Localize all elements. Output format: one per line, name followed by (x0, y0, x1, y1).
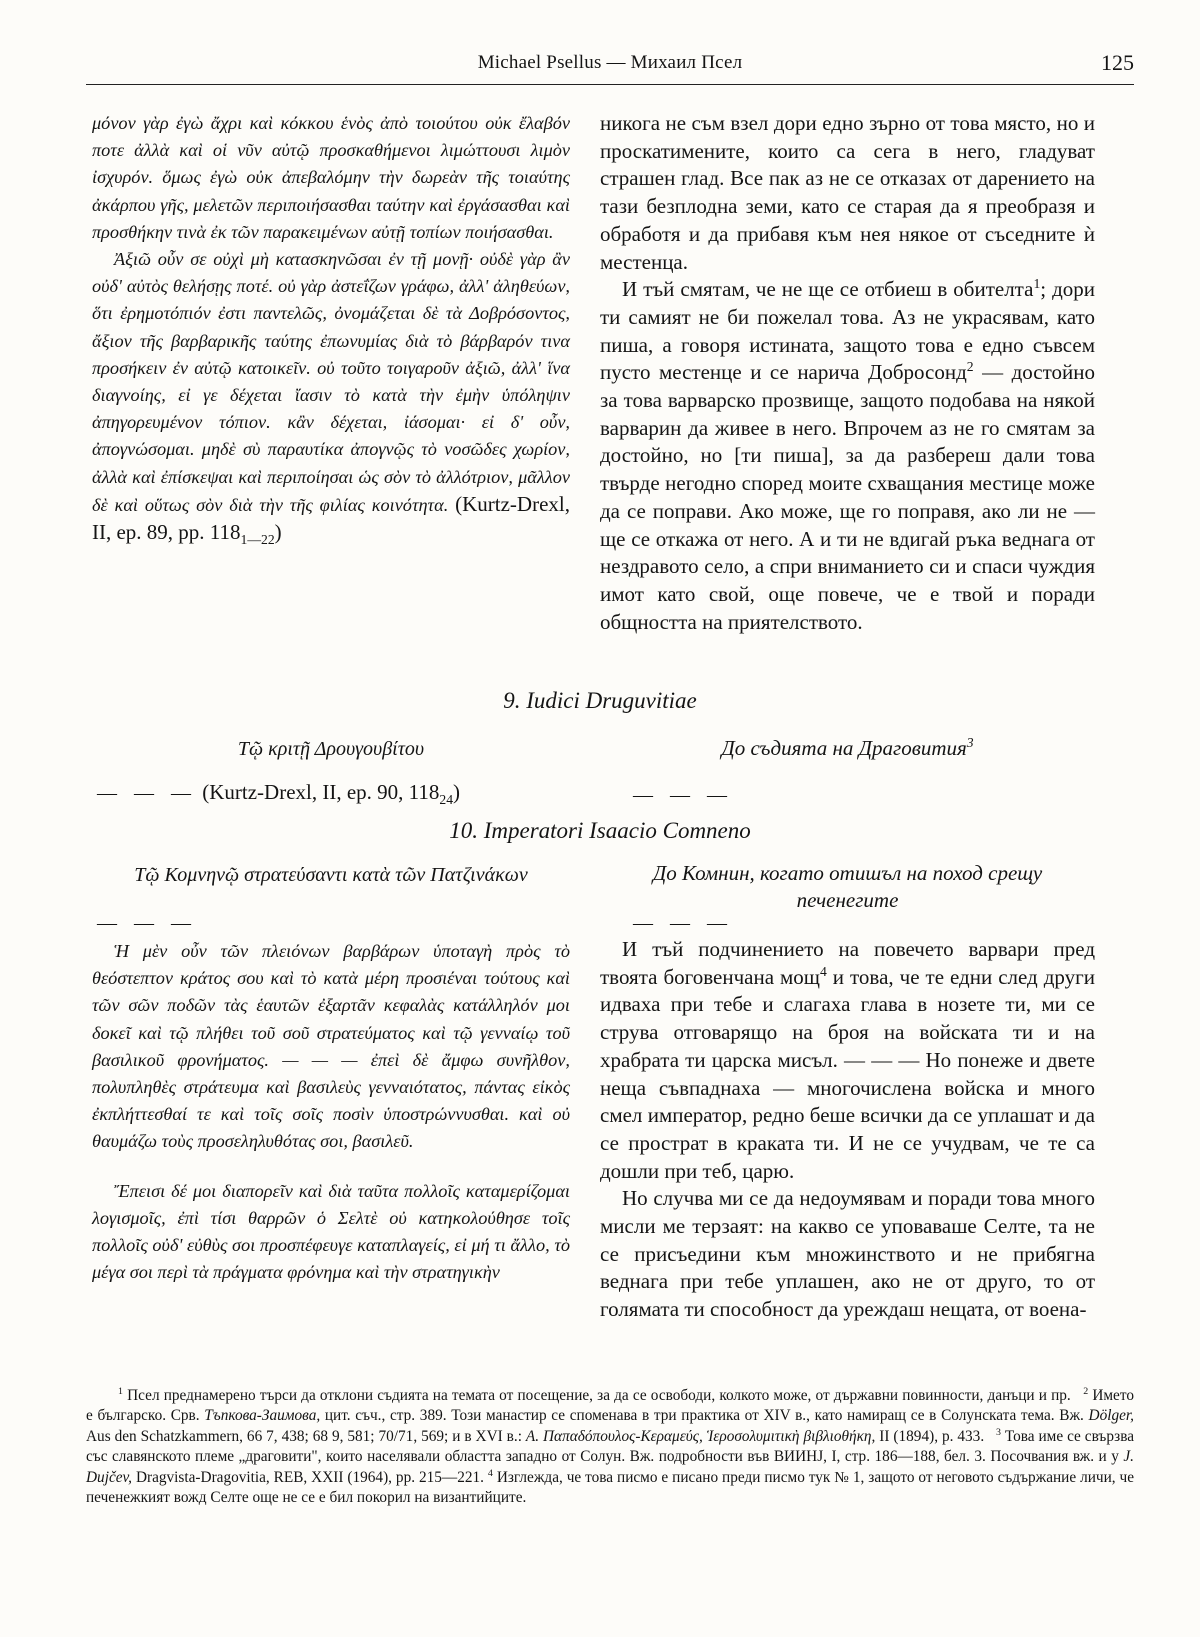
running-header (86, 50, 1134, 85)
bulgarian-paragraph: И тъй подчинението на повечето варвари пред твоята боговенчана мощ$^4$ и това, че те едни след други идваха при тебе и слагаха глава в нозете ти, ми се струва отговарящо на броя на войската ти и на храбрата ти царска мисъл. — — — Но понеже и двете неща съвпаднаха — многочислена войска и много смел император, редно беше всички да се уплашат и да се прострат в краката ти. И не се учудвам, че те са дошли при теб, царю. (600, 937, 1095, 1183)
footnote-ref: 4 (819, 963, 827, 979)
footnotes (86, 1386, 1134, 1508)
greek-omission-line: — — — (Kurtz-Drexl, II, ep. 90, $118_{24}$) (97, 780, 461, 808)
bulgarian-column-bottom (600, 936, 1095, 1324)
bulgarian-paragraph: И тъй смятам, че не ще се отбиеш в обителта$^1$; дори ти самият не би пожелал това. Аз не украсявам, като пиша, а говоря истината, защото това е едно съвсем пусто местенце и се нарича Добросонд$^2$ — достойно за това варварско прозвище, защото подобава на някой варварин да живее в него. Впрочем аз не го смятам за достойно, но [ти пиша], за да разбереш дали това твърде негодно според моите схващания местице може да се поправи. Ако може, ще го поправя, ако ли не — ще се откажа от него. А и ти не вдигай ръка веднага от нездравото село, а спри вниманието си и спаси чуждия имот като свой, още повече, че е твой и поради общността на приятелството. (600, 276, 1096, 634)
greek-letter-title: Τῷ κριτῇ Δρουγουβίτου (237, 738, 425, 760)
bulgarian-omission-dash: — — — (633, 912, 733, 934)
footnote-block: $^1$ Псел преднамерено търси да отклони съдията на темата от посещение, за да се освободи, колкото може, от държавни повинности, данъци и пр. $^2$ Името е българско. Срв. Тъпкова-Заимова, цит. съч., стр. 389. Този манастир се споменава в три практика от XIV в., като намиращ се в Солунската тема. Вж. Dölger, Aus den Schatzkammern, 66 7, 438; 68 9, 581; 70/71, 569; и в XVI в.: Α. Παπαδόπουλος-Κεραμεύς, Ἱεροσολυμιτικὴ βιβλιοθήκη, II (1894), p. 433. $^3$ Това име се свързва със славянското племе „драговити", които населявали областта западно от Солун. Вж. подробности във ВИИНЈ, I, стр. 186—188, бел. 3. Посочвания вж. и у J. Dujčev, Dragvista-Dragovitia, REB, XXII (1964), pp. 215—221. $^4$ Изглежда, че това писмо е писано преди писмо тук № 1, защото от неговото съдържание личи, че печенежкият вожд Селте още не се е бил покорил на византийците. (86, 1385, 1135, 1507)
citation: (Kurtz-Drexl, II, ep. 89, pp. $118_{1—22}$) (92, 491, 570, 548)
greek-paragraph: Ἡ μὲν οὖν τῶν πλειόνων βαρβάρων ὑποταγὴ πρὸς τὸ θεόστεπτον κράτος σου καὶ τὸ κατὰ μέρη προσιέναι τούτους καὶ τῶν σῶν ποδῶν τὰς ἑαυτῶν ἐξαρτᾶν κεφαλὰς κατάλληλόν μοι δοκεῖ καὶ τῷ πλήθει τοῦ σοῦ στρατεύματος καὶ τῷ γενναίῳ τοῦ βασιλικοῦ φρονήματος. — — — ἐπεὶ δὲ ἄμφω συνῆλθον, πολυπληθὲς στράτευμα καὶ βασιλεὺς γενναιότατος, πάντας εἰκὸς ἐκπλήττεσθαί τε καὶ τοῖς σοῖς ποσὶν ὑποστρώννυσθαι. καὶ οὐ θαυμάζω τοὺς προσεληλυθότας σοι, βασιλεῦ. (92, 941, 570, 1152)
greek-paragraph: μόνον γὰρ ἐγὼ ἄχρι καὶ κόκκου ἑνὸς ἀπὸ τοιούτου οὐκ ἔλαβόν ποτε ἀλλὰ καὶ οἱ νῦν αὐτῷ προσκαθήμενοι λιμώττουσι λιμὸν ἰσχυρόν. ὅμως ἐγὼ οὐκ ἀπεβαλόμην τὴν δωρεὰν τῆς τοιαύτης ἀκάρπου γῆς, μελετῶν περιποιήσασθαι ταύτην καὶ ἐργάσασθαι καὶ προσθήκην τινὰ ἐκ τῶν παρακειμένων αὐτῇ τοπίων ποιήσασθαι. (92, 113, 570, 242)
footnote-ref: 1 (1033, 276, 1041, 292)
footnote-ref: 2 (966, 359, 974, 375)
bulgarian-paragraph: Но случва ми се да недоумявам и поради това много мисли ме терзаят: на какво се уповаваше Селте, та не се присъедини към множинството и не прибягна веднага при тебе уплашен, ако не от друго, то от голямата ти способност да уреждаш нещата, от военa- (600, 1186, 1095, 1322)
greek-column-top (92, 110, 570, 547)
greek-omission-dash: — — — (97, 912, 197, 934)
bulgarian-column-top (600, 110, 1095, 636)
citation: (Kurtz-Drexl, II, ep. 90, $118_{24}$) (202, 780, 461, 808)
greek-paragraph: Ἀξιῶ οὖν σε οὐχὶ μὴ κατασκηνῶσαι ἐν τῇ μονῇ· οὐδὲ γὰρ ἂν οὐδ' αὐτὸς θελήσῃς ποτέ. οὐ γὰρ ἀστεΐζων γράφω, ἀλλ' ἀληθεύων, ὅτι ἐρημοτόπιόν ἐστι παντελῶς, ὀνομάζεται δὲ τὰ Δοβρόσοντος, ἄξιον τῆς βαρβαρικῆς ταύτης ἐπωνυμίας διὰ τὸ βάρβαρόν τινα προσήκειν ἐν αὐτῷ κατοικεῖν. οὐ τοῦτο τοιγαροῦν ἀξιῶ, ἀλλ' ἵνα διαγνοίης, εἰ γε δέχεται ἴασιν τὸ κατὰ τὴν ἐμὴν ὑπόληψιν ἀπηγορευμένον τόπιον. κἂν δέχεται, ἰάσομαι· εἰ δ' οὖν, ἀπογνώσομαι. μηδὲ σὺ παραυτίκα ἀπογνῷς τὸ νοσῶδες χωρίον, ἀλλὰ καὶ ἐπίσκεψαι καὶ περιποίησαι ὡς σὸν τὸ ἀλλότριον, μᾶλλον δὲ καὶ οὕτως σὸν διὰ τὴν τῆς φιλίας κοινότητα. (Kurtz-Drexl, II, ep. 89, pp. $118_{1—22}$) (92, 249, 570, 548)
greek-paragraph: Ἔπεισι δέ μοι διαπορεῖν καὶ διὰ ταῦτα πολλοῖς καταμερίζομαι λογισμοῖς, ἐπὶ τίσι θαρρῶν ὁ Σελτὲ οὐ κατηκολούθησε τοῖς πολλοῖς οὐδ' εὐθὺς σοι προσπέφευγε καταπλαγείς, εἰ μή τι ἄλλο, τὸ μέγα σοι περὶ τὰ πράγματα φρόνημα καὶ τὴν στρατηγικὴν (92, 1180, 570, 1283)
section-heading: 10. Imperatori Isaacio Comneno (449, 818, 751, 843)
greek-column-bottom (92, 938, 570, 1286)
running-title: Michael Psellus — Михаил Псел (477, 52, 743, 73)
bulgarian-paragraph: никога не съм взел дори едно зърно от това място, но и проскатимените, които са сега в него, гладуват страшен глад. Все пак аз не се отказах от дарението на тази безплодна земи, като се старая да я преобразя и обработя и да прибавя към нея някое от съседните ѝ местенца. (600, 111, 1095, 274)
bulgarian-omission-dash: — — — (633, 784, 733, 806)
bulgarian-letter-title: До съдията на Драговития$^3$ (721, 735, 974, 760)
page-number: 125 (1101, 50, 1134, 75)
bulgarian-letter-title: До Комнин, когато отишъл на поход срещу печенегите (652, 861, 1043, 912)
greek-letter-title: Τῷ Κομνηνῷ στρατεύσαντι κατὰ τῶν Πατζινάκων (134, 864, 528, 886)
section-heading: 9. Iudici Druguvitiae (503, 688, 697, 713)
